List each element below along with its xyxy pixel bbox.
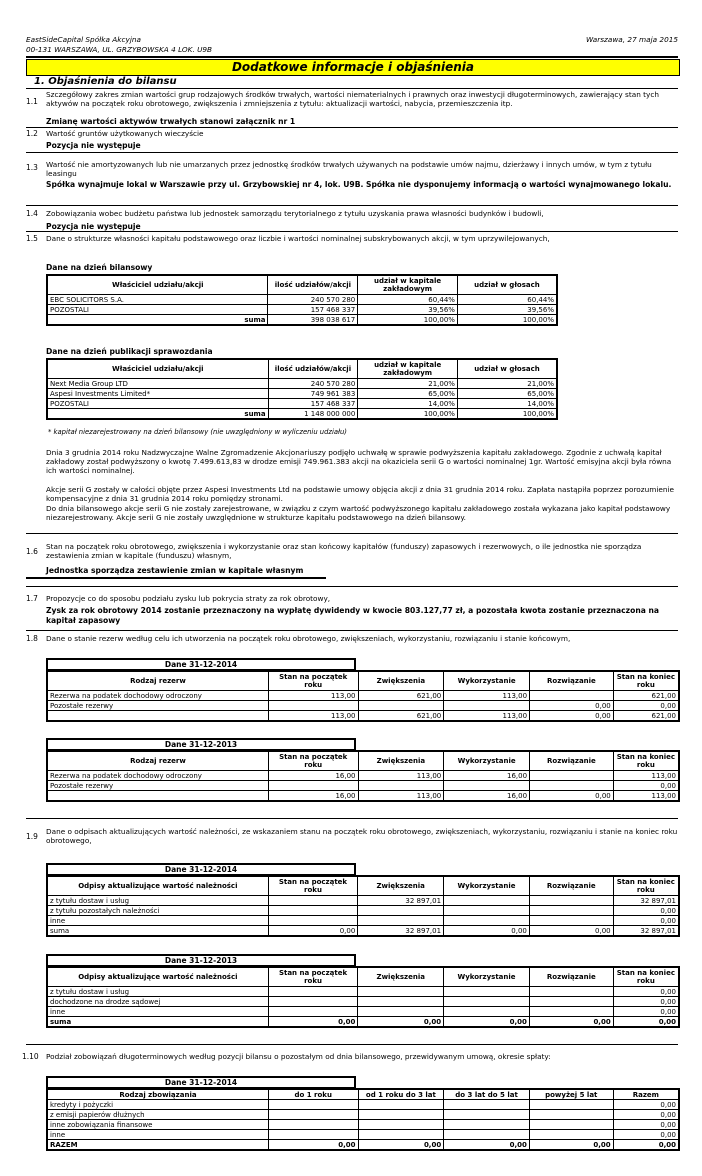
- table-cell: 39,56%: [457, 305, 557, 315]
- column-header: do 1 roku: [268, 1089, 358, 1100]
- column-header: Wykorzystanie: [444, 671, 530, 691]
- table-row: [47, 791, 679, 802]
- header-rule: [26, 56, 678, 58]
- table-cell: 0,00: [613, 997, 679, 1007]
- table-cell: 0,00: [613, 916, 679, 926]
- column-header: Zwiększenia: [358, 876, 444, 896]
- column-header: Rozwiązanie: [529, 876, 613, 896]
- table-cell: [358, 987, 444, 997]
- table-cell: [268, 896, 358, 906]
- item-1-7-text: Propozycje co do sposobu podziału zysku lub pokrycia straty za rok obrotowy,: [46, 594, 331, 603]
- footnote: * kapitał niezarejestrowany na dzień bilansowy (nie uwzględniony w wyliczeniu udziału): [48, 428, 347, 436]
- table-cell: 100,00%: [358, 315, 458, 326]
- table-row: [47, 389, 557, 399]
- table-cell: inne: [47, 1130, 268, 1140]
- item-1-6-note: Jednostka sporządza zestawienie zmian w kapitale własnym: [46, 566, 304, 575]
- column-header: udział w głosach: [457, 359, 557, 379]
- table-cell: 113,00: [268, 691, 358, 701]
- table-cell: [358, 997, 444, 1007]
- divider: [26, 152, 678, 153]
- table-cell: 0,00: [613, 906, 679, 916]
- column-header: do 3 lat do 5 lat: [444, 1089, 530, 1100]
- table-cell: 60,44%: [358, 295, 458, 305]
- divider: [26, 630, 678, 631]
- table-cell: inne: [47, 916, 268, 926]
- table-cell: [444, 987, 530, 997]
- item-number: 1.6: [26, 547, 38, 556]
- table-row: [47, 1130, 679, 1140]
- table-cell: 113,00: [444, 711, 530, 722]
- table-cell: 32 897,01: [358, 926, 444, 937]
- table-cell: 16,00: [444, 791, 530, 802]
- table-cell: [444, 781, 530, 791]
- table-cell: 749 961 383: [268, 389, 358, 399]
- table-cell: [268, 1007, 358, 1017]
- table-cell: [268, 1120, 358, 1130]
- table-cell: [47, 791, 268, 802]
- table-cell: 398 038 617: [268, 315, 358, 326]
- divider: [26, 818, 678, 819]
- table-row: [47, 399, 557, 409]
- item-1-3-note: Spółka wynajmuje lokal w Warszawie przy ul. Grzybowskiej nr 4, lok. U9B. Spółka nie dysponujemy informacją o wartości wynajmowanego lokalu.: [46, 180, 672, 189]
- table-cell: 113,00: [268, 711, 358, 722]
- table-cell: RAZEM: [47, 1140, 268, 1151]
- page-title: Dodatkowe informacje i objaśnienia: [26, 59, 680, 76]
- table-cell: suma: [47, 1017, 268, 1028]
- writeoffs-table-2013: [46, 966, 680, 1028]
- document-date: Warszawa, 27 maja 2015: [585, 35, 678, 44]
- item-number: 1.8: [26, 634, 38, 643]
- table-cell: [268, 987, 358, 997]
- table-cell: 60,44%: [457, 295, 557, 305]
- table-cell: 0,00: [613, 1007, 679, 1017]
- item-number: 1.9: [26, 832, 38, 841]
- table-cell: [358, 906, 444, 916]
- column-header: Właściciel udziału/akcji: [47, 275, 268, 295]
- column-header: udział w kapitale zakładowym: [358, 275, 458, 295]
- table-cell: [529, 1007, 613, 1017]
- table-cell: 621,00: [613, 691, 679, 701]
- table-row: [47, 409, 557, 420]
- table-cell: [529, 987, 613, 997]
- description-paragraph: Dnia 3 grudnia 2014 roku Nadzwyczajne Walne Zgromadzenie Akcjonariuszy podjęło uchwałę w sprawie podwyższenia kapitału zakładowego. Zgodnie z uchwałą kapitał zakładowy został podwyższony o kwotę 7.499.613,83 w drodze emisji 749.961.383 akcji na okaziciela serii G o wartości nominalnej 1gr. Wartość emisyjna akcji była równa ich wartości nominalnej.: [46, 448, 672, 476]
- table-cell: z emisji papierów dłużnych: [47, 1110, 268, 1120]
- item-number: 1.10: [22, 1052, 39, 1061]
- table-cell: [444, 916, 530, 926]
- table-cell: [358, 1100, 444, 1110]
- table-cell: kredyty i pożyczki: [47, 1100, 268, 1110]
- table-cell: z tytułu dostaw i usług: [47, 896, 268, 906]
- table-cell: 0,00: [358, 1017, 444, 1028]
- description-paragraph: Do dnia bilansowego akcje serii G nie zostały zarejestrowane, w związku z czym wartość podwyższonego kapitału zakładowego została wykazana jako kapitał podstawowy niezarejestrowany. Akcje serii G nie zostały uwzględnione w strukturze kapitału podstawowego na dzień bilansowy.: [46, 504, 671, 523]
- table-cell: [268, 1100, 358, 1110]
- table-cell: 32 897,01: [613, 896, 679, 906]
- table-cell: 0,00: [444, 1017, 530, 1028]
- divider: [26, 1044, 678, 1045]
- table-cell: dochodzone na drodze sądowej: [47, 997, 268, 1007]
- table-cell: 0,00: [358, 1140, 444, 1151]
- table-cell: 16,00: [444, 771, 530, 781]
- table-cell: [358, 1130, 444, 1140]
- table-cell: 0,00: [613, 781, 679, 791]
- table-row: [47, 1017, 679, 1028]
- item-number: 1.2: [26, 129, 38, 138]
- table-title: Dane na dzień bilansowy: [46, 263, 153, 272]
- table-cell: 39,56%: [358, 305, 458, 315]
- table-cell: 14,00%: [457, 399, 557, 409]
- table-cell: suma: [47, 926, 268, 937]
- table-row: [47, 997, 679, 1007]
- table-row: [47, 691, 679, 701]
- item-number: 1.1: [26, 97, 38, 106]
- liabilities-table: [46, 1088, 680, 1151]
- table-row: [47, 379, 557, 389]
- column-header: Rozwiązanie: [530, 751, 614, 771]
- table-row: [47, 916, 679, 926]
- table-cell: [529, 1110, 613, 1120]
- table-cell: z tytułu pozostałych należności: [47, 906, 268, 916]
- table-cell: [529, 1120, 613, 1130]
- table-cell: 16,00: [268, 791, 358, 802]
- reserves-table-2014: [46, 670, 680, 722]
- table-cell: 14,00%: [358, 399, 458, 409]
- table-date-label: Dane 31-12-2014: [46, 863, 356, 876]
- table-cell: [358, 1120, 444, 1130]
- column-header: Stan na początek roku: [268, 876, 358, 896]
- table-cell: 65,00%: [358, 389, 458, 399]
- table-cell: 157 468 337: [268, 399, 358, 409]
- column-header: ilość udziałów/akcji: [268, 275, 358, 295]
- table-cell: 0,00: [268, 1140, 358, 1151]
- table-cell: [444, 1120, 530, 1130]
- table-cell: [529, 1100, 613, 1110]
- item-1-4-text: Zobowiązania wobec budżetu państwa lub jednostek samorządu terytorialnego z tytułu uzyskania prawa własności budynków i budowli,: [46, 209, 544, 218]
- table-cell: [268, 701, 358, 711]
- table-cell: 113,00: [358, 791, 444, 802]
- table-cell: [444, 1007, 530, 1017]
- table-cell: 0,00: [444, 1140, 530, 1151]
- ownership-table-publication: [46, 358, 558, 420]
- column-header: Stan na początek roku: [268, 967, 358, 987]
- item-1-3-text: Wartość nie amortyzowanych lub nie umarzanych przez jednostkę środków trwałych używanych na podstawie umów najmu, dzierżawy i innych umów, w tym z tytułu leasingu: [46, 160, 652, 179]
- table-title: Dane na dzień publikacji sprawozdania: [46, 347, 213, 356]
- table-cell: [444, 906, 530, 916]
- table-cell: 32 897,01: [613, 926, 679, 937]
- table-cell: 100,00%: [457, 315, 557, 326]
- column-header: Stan na koniec roku: [613, 751, 679, 771]
- table-cell: [268, 781, 358, 791]
- table-cell: [358, 1110, 444, 1120]
- item-1-5-text: Dane o strukturze własności kapitału podstawowego oraz liczbie i wartości nominalnej subskrybowanych akcji, w tym uprzywilejowanych,: [46, 234, 550, 243]
- column-header: Stan na koniec roku: [613, 967, 679, 987]
- table-row: [47, 987, 679, 997]
- table-row: [47, 701, 679, 711]
- table-cell: [444, 701, 530, 711]
- table-cell: 21,00%: [358, 379, 458, 389]
- table-cell: [530, 691, 614, 701]
- column-header: Rodzaj zbowiązania: [47, 1089, 268, 1100]
- table-row: [47, 1120, 679, 1130]
- writeoffs-table-2014: [46, 875, 680, 937]
- table-cell: 0,00: [530, 711, 614, 722]
- table-row: [47, 305, 557, 315]
- table-cell: 0,00: [613, 1130, 679, 1140]
- table-cell: Rezerwa na podatek dochodowy odroczony: [47, 771, 268, 781]
- table-row: [47, 896, 679, 906]
- table-cell: [47, 711, 268, 722]
- table-cell: suma: [47, 409, 268, 420]
- table-cell: POZOSTALI: [47, 399, 268, 409]
- column-header: Zwiększenia: [358, 751, 444, 771]
- table-cell: Rezerwa na podatek dochodowy odroczony: [47, 691, 268, 701]
- table-cell: [444, 1110, 530, 1120]
- table-cell: 0,00: [530, 701, 614, 711]
- table-row: [47, 1110, 679, 1120]
- column-header: Wykorzystanie: [444, 967, 530, 987]
- table-row: [47, 781, 679, 791]
- table-cell: 0,00: [613, 987, 679, 997]
- table-cell: 621,00: [613, 711, 679, 722]
- table-cell: inne zobowiązania finansowe: [47, 1120, 268, 1130]
- divider: [26, 577, 326, 579]
- column-header: od 1 roku do 3 lat: [358, 1089, 444, 1100]
- table-cell: [268, 1130, 358, 1140]
- table-cell: inne: [47, 1007, 268, 1017]
- table-cell: [358, 1007, 444, 1017]
- table-cell: 0,00: [529, 1017, 613, 1028]
- column-header: Rodzaj rezerw: [47, 751, 268, 771]
- item-number: 1.3: [26, 163, 38, 172]
- item-number: 1.5: [26, 234, 38, 243]
- company-name: EastSideCapital Spółka Akcyjna: [26, 35, 141, 44]
- table-date-label: Dane 31-12-2014: [46, 1076, 356, 1089]
- item-1-9-text: Dane o odpisach aktualizujących wartość należności, ze wskazaniem stanu na początek roku obrotowego, zwiększeniach, wykorzystaniu, rozwiązaniu i stanie na koniec roku obrotowego,: [46, 827, 678, 846]
- table-cell: 113,00: [358, 771, 444, 781]
- item-1-6-text: Stan na początek roku obrotowego, zwiększenia i wykorzystanie oraz stan końcowy kapitałów (funduszy) zapasowych i rezerwowych, o ile jednostka nie sporządza zestawienia zmian w kapitale (funduszu) własnym,: [46, 542, 642, 561]
- table-cell: Pozostałe rezerwy: [47, 781, 268, 791]
- item-1-8-text: Dane o stanie rezerw według celu ich utworzenia na początek roku obrotowego, zwiększeniach, wykorzystaniu, rozwiązaniu i stanie końcowym,: [46, 634, 571, 643]
- table-cell: EBC SOLICITORS S.A.: [47, 295, 268, 305]
- divider: [26, 533, 678, 534]
- table-cell: 0,00: [268, 1017, 358, 1028]
- column-header: Stan na koniec roku: [613, 671, 679, 691]
- table-row: [47, 295, 557, 305]
- column-header: Rozwiązanie: [529, 967, 613, 987]
- table-cell: [530, 771, 614, 781]
- column-header: Stan na początek roku: [268, 671, 358, 691]
- item-1-7-note: Zysk za rok obrotowy 2014 zostanie przeznaczony na wypłatę dywidendy w kwocie 803.127,77 zł, a pozostała kwota zostanie przeznaczona na kapitał zapasowy: [46, 606, 660, 625]
- table-cell: [268, 1110, 358, 1120]
- column-header: Rodzaj rezerw: [47, 671, 268, 691]
- section-1-title: 1. Objaśnienia do bilansu: [34, 76, 177, 87]
- divider: [26, 88, 678, 89]
- table-cell: 240 570 280: [268, 295, 358, 305]
- table-date-label: Dane 31-12-2013: [46, 954, 356, 967]
- table-cell: [529, 896, 613, 906]
- divider: [26, 205, 678, 206]
- description-paragraph: Akcje serii G zostały w całości objęte przez Aspesi Investments Ltd na podstawie umowy objęcia akcji z dnia 31 grudnia 2014 roku. Zapłata nastąpiła poprzez porozumienie kompensacyjne z dnia 31 grudnia 2014 roku pomiędzy stronami.: [46, 485, 674, 504]
- column-header: Razem: [613, 1089, 679, 1100]
- table-cell: 113,00: [613, 791, 679, 802]
- table-cell: [444, 1100, 530, 1110]
- table-cell: 0,00: [613, 701, 679, 711]
- item-number: 1.4: [26, 209, 38, 218]
- table-row: [47, 1007, 679, 1017]
- table-cell: 0,00: [613, 1110, 679, 1120]
- item-1-2-note: Pozycja nie występuje: [46, 141, 141, 150]
- table-row: [47, 1140, 679, 1151]
- column-header: Odpisy aktualizujące wartość należności: [47, 876, 268, 896]
- divider: [26, 127, 678, 128]
- item-1-1-note: Zmianę wartości aktywów trwałych stanowi załącznik nr 1: [46, 117, 296, 126]
- table-cell: POZOSTALI: [47, 305, 268, 315]
- table-cell: 65,00%: [457, 389, 557, 399]
- item-1-4-note: Pozycja nie występuje: [46, 222, 141, 231]
- table-cell: [529, 906, 613, 916]
- table-date-label: Dane 31-12-2014: [46, 658, 356, 671]
- divider: [26, 586, 678, 587]
- table-cell: [268, 906, 358, 916]
- table-cell: 0,00: [444, 926, 530, 937]
- table-cell: [529, 1130, 613, 1140]
- column-header: Wykorzystanie: [444, 751, 530, 771]
- table-cell: [268, 997, 358, 1007]
- table-cell: Pozostałe rezerwy: [47, 701, 268, 711]
- table-cell: 0,00: [268, 926, 358, 937]
- table-cell: 621,00: [358, 691, 444, 701]
- table-cell: Aspesi Investments Limited*: [47, 389, 268, 399]
- table-cell: 0,00: [530, 791, 614, 802]
- table-cell: 240 570 280: [268, 379, 358, 389]
- column-header: ilość udziałów/akcji: [268, 359, 358, 379]
- table-cell: 0,00: [529, 926, 613, 937]
- table-row: [47, 771, 679, 781]
- table-cell: suma: [47, 315, 268, 326]
- table-cell: 157 468 337: [268, 305, 358, 315]
- table-cell: [358, 781, 444, 791]
- table-cell: 0,00: [613, 1140, 679, 1151]
- table-cell: [358, 701, 444, 711]
- column-header: Wykorzystanie: [444, 876, 530, 896]
- table-cell: 113,00: [613, 771, 679, 781]
- reserves-table-2013: [46, 750, 680, 802]
- column-header: Stan na początek roku: [268, 751, 358, 771]
- column-header: Właściciel udziału/akcji: [47, 359, 268, 379]
- column-header: Rozwiązanie: [530, 671, 614, 691]
- table-cell: [530, 781, 614, 791]
- table-cell: 1 148 000 000: [268, 409, 358, 420]
- column-header: udział w kapitale zakładowym: [358, 359, 458, 379]
- table-cell: 113,00: [444, 691, 530, 701]
- table-cell: 621,00: [358, 711, 444, 722]
- ownership-table-balance: [46, 274, 558, 326]
- column-header: Stan na koniec roku: [613, 876, 679, 896]
- table-cell: [444, 997, 530, 1007]
- company-address: 00-131 WARSZAWA, UL. GRZYBOWSKA 4 LOK. U9B: [26, 45, 213, 54]
- item-number: 1.7: [26, 594, 38, 603]
- column-header: Zwiększenia: [358, 967, 444, 987]
- table-cell: [268, 916, 358, 926]
- table-row: [47, 926, 679, 937]
- table-cell: 32 897,01: [358, 896, 444, 906]
- column-header: Zwiększenia: [358, 671, 444, 691]
- item-1-2-text: Wartość gruntów użytkowanych wieczyście: [46, 129, 204, 138]
- table-cell: 100,00%: [358, 409, 458, 420]
- column-header: Odpisy aktualizujące wartość należności: [47, 967, 268, 987]
- table-cell: [529, 997, 613, 1007]
- table-row: [47, 315, 557, 326]
- table-row: [47, 711, 679, 722]
- table-cell: [529, 916, 613, 926]
- item-1-10-text: Podział zobowiązań długoterminowych według pozycji bilansu o pozostałym od dnia bilansowego, przewidywanym umową, okresie spłaty:: [46, 1052, 551, 1061]
- table-row: [47, 906, 679, 916]
- table-cell: [358, 916, 444, 926]
- table-cell: 16,00: [268, 771, 358, 781]
- table-row: [47, 1100, 679, 1110]
- column-header: udział w głosach: [457, 275, 557, 295]
- item-1-1-text: Szczegółowy zakres zmian wartości grup rodzajowych środków trwałych, wartości niematerialnych i prawnych oraz inwestycji długoterminowych, zawierający stan tych aktywów na początek roku obrotowego, zwiększenia i zmniejszenia z tytułu: aktualizacji wartości, nabycia, przemieszczenia itp.: [46, 90, 659, 109]
- table-cell: 100,00%: [457, 409, 557, 420]
- table-cell: 0,00: [529, 1140, 613, 1151]
- table-cell: 21,00%: [457, 379, 557, 389]
- table-cell: z tytułu dostaw i usług: [47, 987, 268, 997]
- table-cell: 0,00: [613, 1100, 679, 1110]
- table-cell: Next Media Group LTD: [47, 379, 268, 389]
- table-cell: [444, 896, 530, 906]
- table-date-label: Dane 31-12-2013: [46, 738, 356, 751]
- table-cell: [444, 1130, 530, 1140]
- divider: [26, 231, 678, 232]
- table-cell: 0,00: [613, 1017, 679, 1028]
- column-header: powyżej 5 lat: [529, 1089, 613, 1100]
- table-cell: 0,00: [613, 1120, 679, 1130]
